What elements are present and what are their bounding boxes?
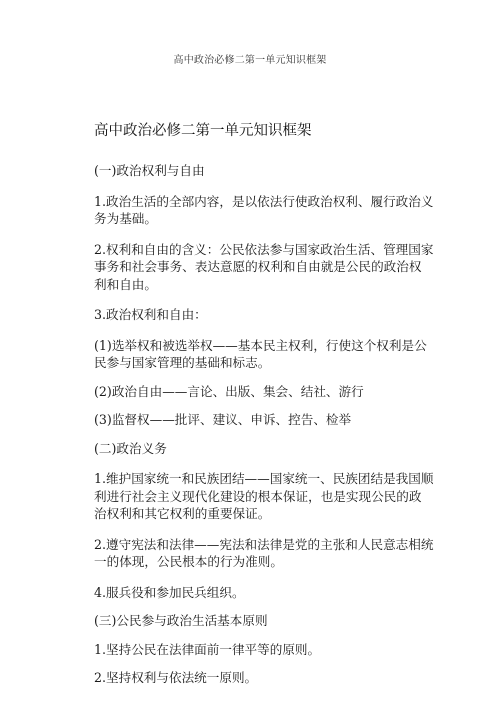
document-title: 高中政治必修二第一单元知识框架 <box>94 123 312 139</box>
section-heading-principles: (三)公民参与政治生活基本原则 <box>94 613 268 628</box>
paragraph: 2.坚持权利与依法统一原则。 <box>94 670 258 685</box>
paragraph: 4.服兵役和参加民兵组织。 <box>94 584 245 600</box>
paragraph: 2.遵守宪法和法律——宪法和法律是党的主张和人民意志相统一的体现，公民根本的行为准则。 <box>94 536 434 569</box>
paragraph: 3.政治权利和自由： <box>94 307 207 322</box>
page-header: 高中政治必修二第一单元知识框架 <box>173 55 327 66</box>
paragraph: 2.权利和自由的含义：公民依法参与国家政治生活、管理国家事务和社会事务、表达意愿的权利和自由就是公民的政治权利和自由。 <box>94 241 434 292</box>
section-heading-duties: (二)政治义务 <box>94 440 167 456</box>
paragraph: (2)政治自由——言论、出版、集会、结社、游行 <box>94 383 364 399</box>
paragraph: (3)监督权——批评、建议、申诉、控告、检举 <box>94 412 352 427</box>
paragraph: 1.维护国家统一和民族团结——国家统一、民族团结是我国顺利进行社会主义现代化建设的根本保证，也是实现公民的政治权利和其它权利的重要保证。 <box>94 471 434 521</box>
paragraph: (1)选举权和被选举权——基本民主权利，行使这个权利是公民参与国家管理的基础和标志。 <box>94 337 427 370</box>
document-body <box>94 162 434 698</box>
paragraph: 1.坚持公民在法律面前一律平等的原则。 <box>94 641 321 657</box>
paragraph: 1.政治生活的全部内容，是以依法行使政治权利、履行政治义务为基础。 <box>94 193 434 226</box>
section-heading-rights: (一)政治权利与自由 <box>94 163 205 178</box>
